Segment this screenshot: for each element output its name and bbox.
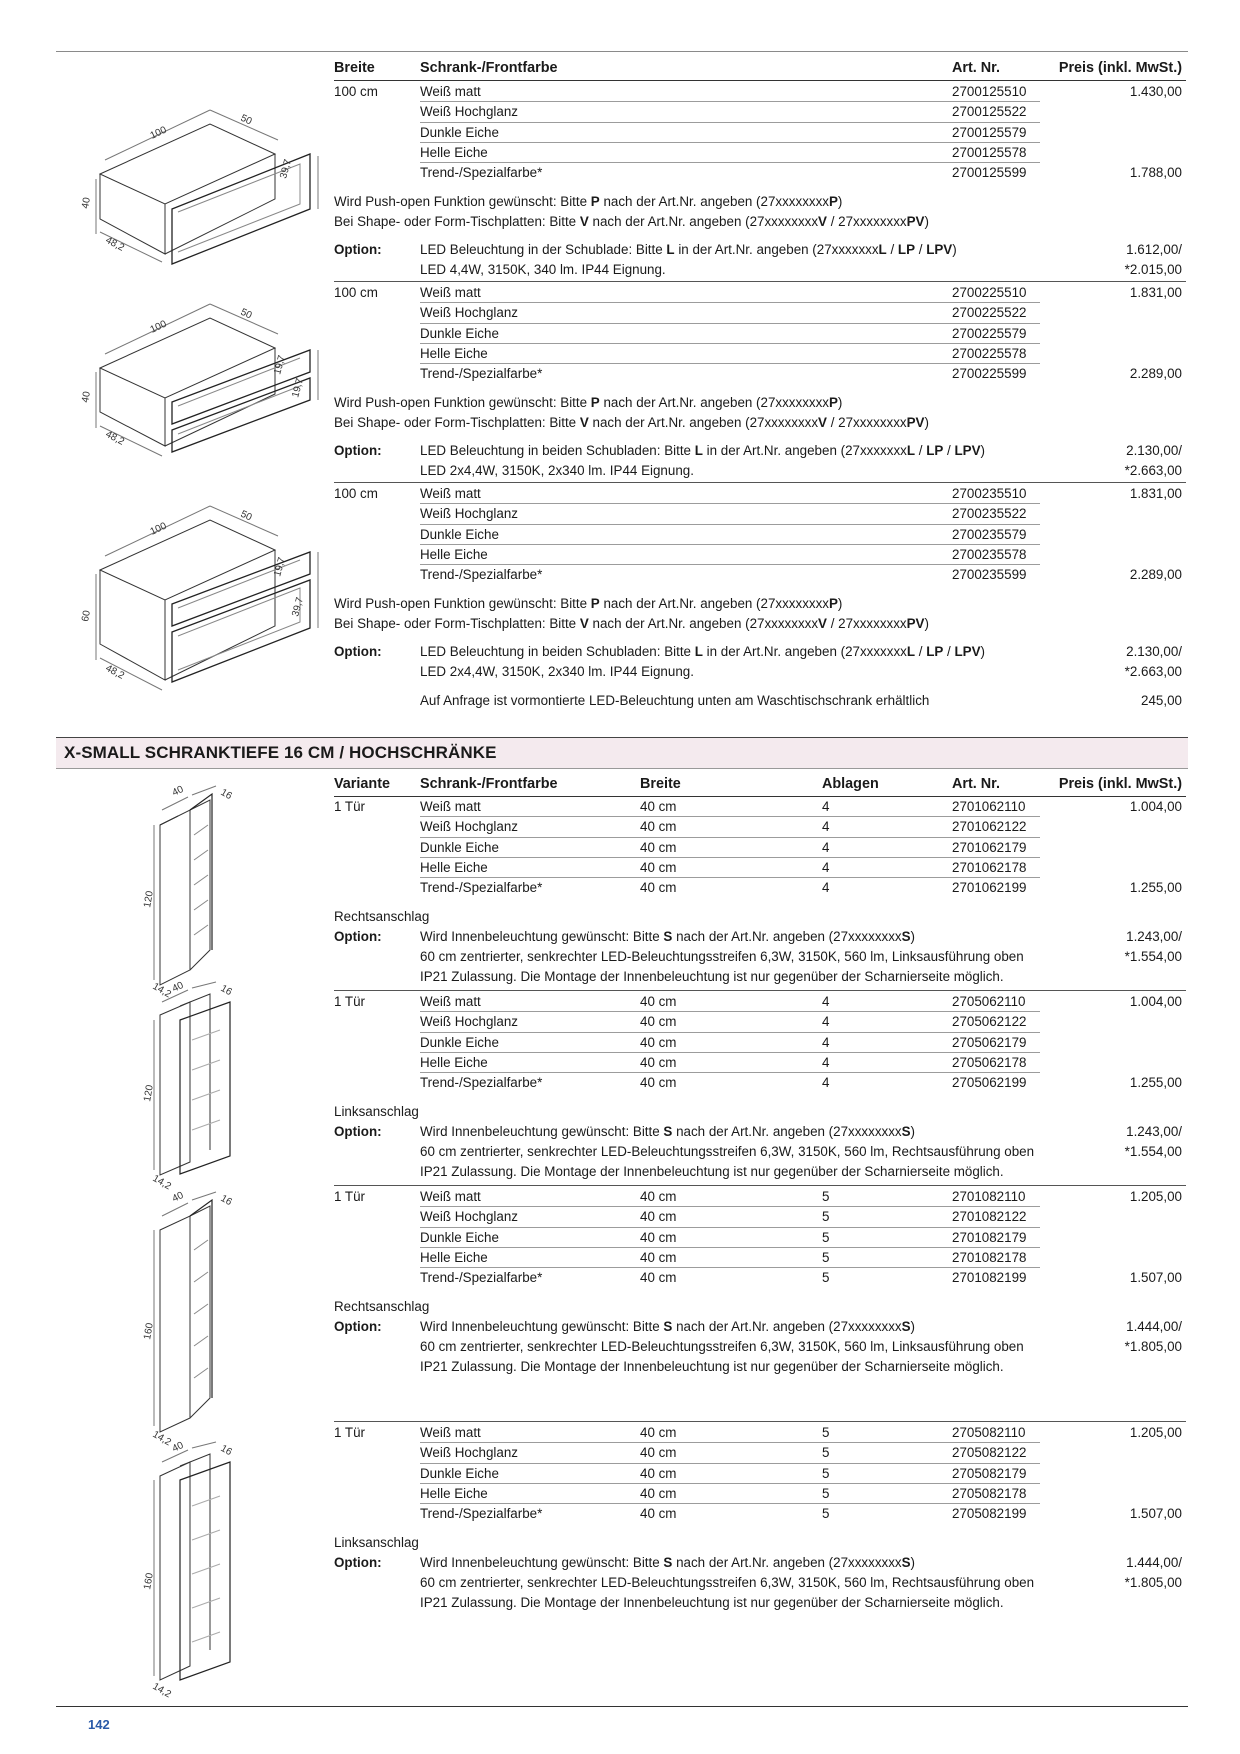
option-price: 2.130,00/ (1126, 644, 1182, 660)
col-header-artnr-2: Art. Nr. (952, 776, 1000, 792)
variant-cell: 1 Tür (334, 994, 366, 1009)
svg-text:40: 40 (170, 784, 186, 799)
option-spec: LED 2x4,4W, 3150K, 2x340 lm. IP44 Eignung. (420, 664, 694, 680)
color-cell: Weiß matt (420, 1189, 481, 1204)
svg-text:40: 40 (170, 980, 186, 995)
option-spec: LED 2x4,4W, 3150K, 2x340 lm. IP44 Eignung. (420, 463, 694, 479)
width-cell: 100 cm (334, 285, 378, 300)
article-number-cell: 2700225510 (952, 285, 1027, 300)
price-cell: 1.788,00 (1129, 165, 1182, 181)
width-cell: 40 cm (640, 1209, 677, 1225)
block-rule (334, 1421, 1186, 1422)
article-number-cell: 2701062199 (952, 880, 1027, 896)
header-rule (334, 80, 1186, 81)
article-number-cell: 2705062178 (952, 1054, 1027, 1070)
price-cell: 2.289,00 (1129, 567, 1182, 583)
option-spec: 60 cm zentrierter, senkrechter LED-Beleuchtungsstreifen 6,3W, 3150K, 560 lm, Linksausführung oben (420, 1339, 1024, 1355)
color-cell: Weiß matt (420, 799, 481, 814)
block-rule (334, 482, 1186, 483)
width-cell: 40 cm (640, 1014, 677, 1030)
shelves-cell: 5 (822, 1270, 830, 1286)
article-number-cell: 2705062122 (952, 1014, 1027, 1030)
dim-outer-depth: 48,2 (103, 234, 126, 254)
dim-depth: 50 (238, 112, 254, 128)
svg-text:14,2: 14,2 (150, 1681, 173, 1701)
col-header-breite: Breite (334, 60, 375, 76)
price-cell: 1.831,00 (1129, 285, 1182, 300)
row-rule (420, 857, 1040, 858)
svg-text:40: 40 (170, 1190, 186, 1205)
shelves-cell: 4 (822, 799, 830, 814)
article-number-cell: 2700235599 (952, 567, 1027, 583)
color-cell: Weiß matt (420, 1425, 481, 1440)
option-text: LED Beleuchtung in der Schublade: Bitte L in der Art.Nr. angeben (27xxxxxxxL / LP / LPV) (420, 242, 957, 258)
option-text: LED Beleuchtung in beiden Schubladen: Bitte L in der Art.Nr. angeben (27xxxxxxxL / LP / LPV) (420, 443, 986, 459)
width-cell: 40 cm (640, 819, 677, 835)
price-cell: 1.430,00 (1129, 84, 1182, 99)
article-number-cell: 2700225579 (952, 325, 1027, 341)
hinge-side: Rechtsanschlag (334, 908, 430, 924)
shelves-cell: 4 (822, 839, 830, 855)
shelves-cell: 4 (822, 859, 830, 875)
color-cell: Trend-/Spezialfarbe* (420, 165, 543, 181)
shelves-cell: 4 (822, 819, 830, 835)
dim-width: 100 (148, 124, 169, 142)
svg-text:160: 160 (142, 1322, 156, 1341)
option-label: Option: (334, 1318, 382, 1334)
article-number-cell: 2700225599 (952, 366, 1027, 382)
dim-drawer-2: 19,7 (290, 377, 306, 399)
shelves-cell: 4 (822, 880, 830, 896)
svg-text:16: 16 (218, 787, 234, 803)
option-price: 1.444,00/ (1126, 1554, 1182, 1570)
option-spec: LED 4,4W, 3150K, 340 lm. IP44 Eignung. (420, 262, 666, 278)
option-price-alt: *1.805,00 (1124, 1339, 1182, 1355)
article-number-cell: 2700225522 (952, 305, 1027, 321)
color-cell: Trend-/Spezialfarbe* (420, 1075, 543, 1091)
width-cell: 40 cm (640, 1506, 677, 1522)
color-cell: Dunkle Eiche (420, 124, 499, 140)
hinge-side: Linksanschlag (334, 1103, 419, 1119)
width-cell: 40 cm (640, 1075, 677, 1091)
article-number-cell: 2700235510 (952, 486, 1027, 501)
color-cell: Weiß Hochglanz (420, 1445, 518, 1461)
shelves-cell: 5 (822, 1485, 830, 1501)
color-cell: Helle Eiche (420, 1485, 488, 1501)
option-price-alt: *1.554,00 (1124, 1144, 1182, 1160)
color-cell: Helle Eiche (420, 144, 488, 160)
shelves-cell: 4 (822, 1075, 830, 1091)
article-number-cell: 2701062122 (952, 819, 1027, 835)
option-price: 1.612,00/ (1126, 242, 1182, 258)
width-cell: 40 cm (640, 880, 677, 896)
option-price-alt: *1.554,00 (1124, 949, 1182, 965)
option-label: Option: (334, 242, 382, 258)
block-rule (334, 281, 1186, 282)
price-cell: 1.507,00 (1129, 1270, 1182, 1286)
option-spec: 60 cm zentrierter, senkrechter LED-Beleuchtungsstreifen 6,3W, 3150K, 560 lm, Linksausführung oben (420, 949, 1024, 965)
tall-cabinet-drawing-1 (130, 780, 260, 1001)
width-cell: 40 cm (640, 1485, 677, 1501)
row-rule (420, 142, 1040, 143)
svg-text:16: 16 (218, 1443, 234, 1459)
row-rule (420, 1483, 1040, 1484)
row-rule (420, 1463, 1040, 1464)
push-open-note: Wird Push-open Funktion gewünscht: Bitte P nach der Art.Nr. angeben (27xxxxxxxxP) (334, 595, 843, 611)
price-cell: 1.004,00 (1129, 799, 1182, 814)
shelves-cell: 4 (822, 1054, 830, 1070)
dim-height: 40 (80, 196, 93, 210)
article-number-cell: 2701062179 (952, 839, 1027, 855)
width-cell: 40 cm (640, 1189, 677, 1204)
option-text: Wird Innenbeleuchtung gewünscht: Bitte S nach der Art.Nr. angeben (27xxxxxxxxS) (420, 1554, 916, 1570)
option-price-alt: *2.663,00 (1124, 664, 1182, 680)
color-cell: Trend-/Spezialfarbe* (420, 1506, 543, 1522)
color-cell: Weiß Hochglanz (420, 506, 518, 522)
dim-height: 40 (80, 390, 93, 404)
row-rule (420, 544, 1040, 545)
section-title: X-SMALL SCHRANKTIEFE 16 CM / HOCHSCHRÄNKE (64, 743, 497, 762)
row-rule (420, 122, 1040, 123)
dim-height: 60 (80, 609, 93, 623)
shelves-cell: 4 (822, 1034, 830, 1050)
width-cell: 40 cm (640, 859, 677, 875)
tall-cabinet-drawing-4 (130, 1440, 260, 1701)
vanity-drawing-3 (60, 492, 320, 702)
svg-text:14,2: 14,2 (150, 1173, 173, 1193)
tall-cabinet-drawing-2 (130, 980, 260, 1193)
width-cell: 40 cm (640, 1270, 677, 1286)
push-open-note: Wird Push-open Funktion gewünscht: Bitte P nach der Art.Nr. angeben (27xxxxxxxxP) (334, 193, 843, 209)
color-cell: Helle Eiche (420, 859, 488, 875)
col-header-farbe: Schrank-/Frontfarbe (420, 60, 558, 76)
color-cell: Helle Eiche (420, 345, 488, 361)
col-header-variante: Variante (334, 776, 390, 792)
option-label: Option: (334, 1123, 382, 1139)
color-cell: Weiß matt (420, 84, 481, 99)
color-cell: Weiß matt (420, 285, 481, 300)
color-cell: Weiß Hochglanz (420, 819, 518, 835)
article-number-cell: 2700225578 (952, 345, 1027, 361)
dim-width: 100 (148, 318, 169, 336)
variant-cell: 1 Tür (334, 799, 366, 814)
article-number-cell: 2705082122 (952, 1445, 1027, 1461)
section-title-bar (56, 737, 1188, 769)
svg-text:120: 120 (142, 890, 156, 909)
article-number-cell: 2701082199 (952, 1270, 1027, 1286)
shelves-cell: 5 (822, 1229, 830, 1245)
svg-text:16: 16 (218, 1193, 234, 1209)
dim-drawer-1: 19,7 (272, 556, 288, 578)
hinge-side: Rechtsanschlag (334, 1298, 430, 1314)
article-number-cell: 2705082199 (952, 1506, 1027, 1522)
article-number-cell: 2701082110 (952, 1189, 1026, 1204)
dim-outer-depth: 48,2 (103, 428, 126, 448)
article-number-cell: 2700125522 (952, 104, 1027, 120)
option-label: Option: (334, 1554, 382, 1570)
price-cell: 1.205,00 (1129, 1189, 1182, 1204)
width-cell: 40 cm (640, 839, 677, 855)
shelves-cell: 5 (822, 1445, 830, 1461)
price-cell: 1.004,00 (1129, 994, 1182, 1009)
svg-text:14,2: 14,2 (150, 981, 173, 1001)
shelves-cell: 5 (822, 1506, 830, 1522)
row-rule (420, 1032, 1040, 1033)
article-number-cell: 2705082110 (952, 1425, 1026, 1440)
option-spec: 60 cm zentrierter, senkrechter LED-Beleuchtungsstreifen 6,3W, 3150K, 560 lm, Rechtsausführung oben (420, 1144, 1035, 1160)
article-number-cell: 2701062178 (952, 859, 1027, 875)
color-cell: Dunkle Eiche (420, 1229, 499, 1245)
dim-drawer-2: 39,7 (290, 596, 306, 618)
shape-note: Bei Shape- oder Form-Tischplatten: Bitte V nach der Art.Nr. angeben (27xxxxxxxxV / 27xxxxxxxxPV) (334, 414, 929, 430)
option-label: Option: (334, 928, 382, 944)
svg-text:40: 40 (170, 1440, 186, 1455)
row-rule (420, 524, 1040, 525)
dim-width: 100 (148, 520, 169, 538)
led-request-price: 245,00 (1141, 692, 1182, 708)
option-text: Wird Innenbeleuchtung gewünscht: Bitte S nach der Art.Nr. angeben (27xxxxxxxxS) (420, 1318, 916, 1334)
option-note: IP21 Zulassung. Die Montage der Innenbeleuchtung ist nur gegenüber der Scharnierseite möglich. (420, 1359, 1004, 1375)
dim-depth: 50 (238, 306, 254, 322)
width-cell: 100 cm (334, 486, 378, 501)
article-number-cell: 2705062110 (952, 994, 1026, 1009)
footer-rule (56, 1706, 1188, 1707)
width-cell: 100 cm (334, 84, 378, 99)
color-cell: Trend-/Spezialfarbe* (420, 880, 543, 896)
hinge-side: Linksanschlag (334, 1534, 419, 1550)
option-price: 1.243,00/ (1126, 1123, 1182, 1139)
shelves-cell: 5 (822, 1465, 830, 1481)
price-cell: 1.255,00 (1129, 880, 1182, 896)
article-number-cell: 2701082179 (952, 1229, 1027, 1245)
vanity-drawing-2 (60, 290, 320, 480)
color-cell: Dunkle Eiche (420, 526, 499, 542)
color-cell: Trend-/Spezialfarbe* (420, 366, 543, 382)
option-price-alt: *2.015,00 (1124, 262, 1182, 278)
article-number-cell: 2705062179 (952, 1034, 1027, 1050)
color-cell: Weiß matt (420, 994, 481, 1009)
option-note: IP21 Zulassung. Die Montage der Innenbeleuchtung ist nur gegenüber der Scharnierseite möglich. (420, 1164, 1004, 1180)
price-cell: 1.831,00 (1129, 486, 1182, 501)
color-cell: Helle Eiche (420, 546, 488, 562)
dim-front-height: 39,7 (278, 158, 294, 180)
article-number-cell: 2705082179 (952, 1465, 1027, 1481)
option-note: IP21 Zulassung. Die Montage der Innenbeleuchtung ist nur gegenüber der Scharnierseite möglich. (420, 969, 1004, 985)
svg-text:120: 120 (142, 1084, 156, 1103)
col-header-preis: Preis (inkl. MwSt.) (1058, 60, 1182, 76)
dim-outer-depth: 48,2 (103, 662, 126, 682)
option-price: 2.130,00/ (1126, 443, 1182, 459)
article-number-cell: 2705062199 (952, 1075, 1027, 1091)
col-header-artnr: Art. Nr. (952, 60, 1000, 76)
svg-text:14,2: 14,2 (150, 1429, 173, 1449)
option-text: Wird Innenbeleuchtung gewünscht: Bitte S nach der Art.Nr. angeben (27xxxxxxxxS) (420, 1123, 916, 1139)
color-cell: Trend-/Spezialfarbe* (420, 567, 543, 583)
color-cell: Weiß Hochglanz (420, 104, 518, 120)
vanity-drawing-1 (60, 84, 320, 274)
tall-cabinet-drawing-3 (130, 1190, 260, 1449)
option-note: IP21 Zulassung. Die Montage der Innenbeleuchtung ist nur gegenüber der Scharnierseite möglich. (420, 1595, 1004, 1611)
shelves-cell: 5 (822, 1209, 830, 1225)
article-number-cell: 2700125510 (952, 84, 1027, 99)
option-label: Option: (334, 644, 382, 660)
col-header-ablagen: Ablagen (822, 776, 879, 792)
option-price: 1.243,00/ (1126, 928, 1182, 944)
article-number-cell: 2705082178 (952, 1485, 1027, 1501)
dim-depth: 50 (238, 508, 254, 524)
shelves-cell: 4 (822, 994, 830, 1009)
color-cell: Weiß Hochglanz (420, 1209, 518, 1225)
row-rule (420, 1227, 1040, 1228)
shelves-cell: 4 (822, 1014, 830, 1030)
width-cell: 40 cm (640, 1229, 677, 1245)
color-cell: Weiß matt (420, 486, 481, 501)
svg-text:160: 160 (142, 1572, 156, 1591)
option-price: 1.444,00/ (1126, 1318, 1182, 1334)
row-rule (420, 1247, 1040, 1248)
svg-text:16: 16 (218, 983, 234, 999)
price-cell: 2.289,00 (1129, 366, 1182, 382)
shape-note: Bei Shape- oder Form-Tischplatten: Bitte V nach der Art.Nr. angeben (27xxxxxxxxV / 27xxxxxxxxPV) (334, 213, 929, 229)
col-header-farbe-2: Schrank-/Frontfarbe (420, 776, 558, 792)
shelves-cell: 5 (822, 1425, 830, 1440)
color-cell: Helle Eiche (420, 1054, 488, 1070)
row-rule (420, 1052, 1040, 1053)
option-text: LED Beleuchtung in beiden Schubladen: Bitte L in der Art.Nr. angeben (27xxxxxxxL / LP / LPV) (420, 644, 986, 660)
width-cell: 40 cm (640, 1249, 677, 1265)
width-cell: 40 cm (640, 994, 677, 1009)
price-cell: 1.205,00 (1129, 1425, 1182, 1440)
top-rule (56, 51, 1188, 52)
row-rule (420, 343, 1040, 344)
option-text: Wird Innenbeleuchtung gewünscht: Bitte S nach der Art.Nr. angeben (27xxxxxxxxS) (420, 928, 916, 944)
width-cell: 40 cm (640, 1034, 677, 1050)
color-cell: Trend-/Spezialfarbe* (420, 1270, 543, 1286)
color-cell: Weiß Hochglanz (420, 305, 518, 321)
variant-cell: 1 Tür (334, 1425, 366, 1440)
width-cell: 40 cm (640, 1445, 677, 1461)
color-cell: Dunkle Eiche (420, 1034, 499, 1050)
block-rule (334, 990, 1186, 991)
option-spec: 60 cm zentrierter, senkrechter LED-Beleuchtungsstreifen 6,3W, 3150K, 560 lm, Rechtsausführung oben (420, 1575, 1035, 1591)
color-cell: Helle Eiche (420, 1249, 488, 1265)
col-header-breite-2: Breite (640, 776, 681, 792)
article-number-cell: 2700125579 (952, 124, 1027, 140)
color-cell: Weiß Hochglanz (420, 1014, 518, 1030)
block-rule (334, 1185, 1186, 1186)
article-number-cell: 2701082178 (952, 1249, 1027, 1265)
col-header-preis-2: Preis (inkl. MwSt.) (1058, 776, 1182, 792)
row-rule (420, 323, 1040, 324)
led-request-note: Auf Anfrage ist vormontierte LED-Beleuchtung unten am Waschtischschrank erhältlich (420, 692, 930, 708)
width-cell: 40 cm (640, 1465, 677, 1481)
variant-cell: 1 Tür (334, 1189, 366, 1204)
shape-note: Bei Shape- oder Form-Tischplatten: Bitte V nach der Art.Nr. angeben (27xxxxxxxxV / 27xxxxxxxxPV) (334, 615, 929, 631)
option-price-alt: *1.805,00 (1124, 1575, 1182, 1591)
price-cell: 1.255,00 (1129, 1075, 1182, 1091)
width-cell: 40 cm (640, 1054, 677, 1070)
shelves-cell: 5 (822, 1189, 830, 1204)
color-cell: Dunkle Eiche (420, 839, 499, 855)
article-number-cell: 2701062110 (952, 799, 1026, 814)
article-number-cell: 2700125599 (952, 165, 1027, 181)
option-price-alt: *2.663,00 (1124, 463, 1182, 479)
price-cell: 1.507,00 (1129, 1506, 1182, 1522)
article-number-cell: 2700125578 (952, 144, 1027, 160)
article-number-cell: 2700235578 (952, 546, 1027, 562)
article-number-cell: 2700235522 (952, 506, 1027, 522)
article-number-cell: 2700235579 (952, 526, 1027, 542)
width-cell: 40 cm (640, 1425, 677, 1440)
color-cell: Dunkle Eiche (420, 1465, 499, 1481)
push-open-note: Wird Push-open Funktion gewünscht: Bitte P nach der Art.Nr. angeben (27xxxxxxxxP) (334, 394, 843, 410)
color-cell: Dunkle Eiche (420, 325, 499, 341)
shelves-cell: 5 (822, 1249, 830, 1265)
option-label: Option: (334, 443, 382, 459)
dim-drawer-1: 19,7 (272, 354, 288, 376)
row-rule (420, 837, 1040, 838)
page-number: 142 (88, 1717, 110, 1732)
width-cell: 40 cm (640, 799, 677, 814)
article-number-cell: 2701082122 (952, 1209, 1027, 1225)
